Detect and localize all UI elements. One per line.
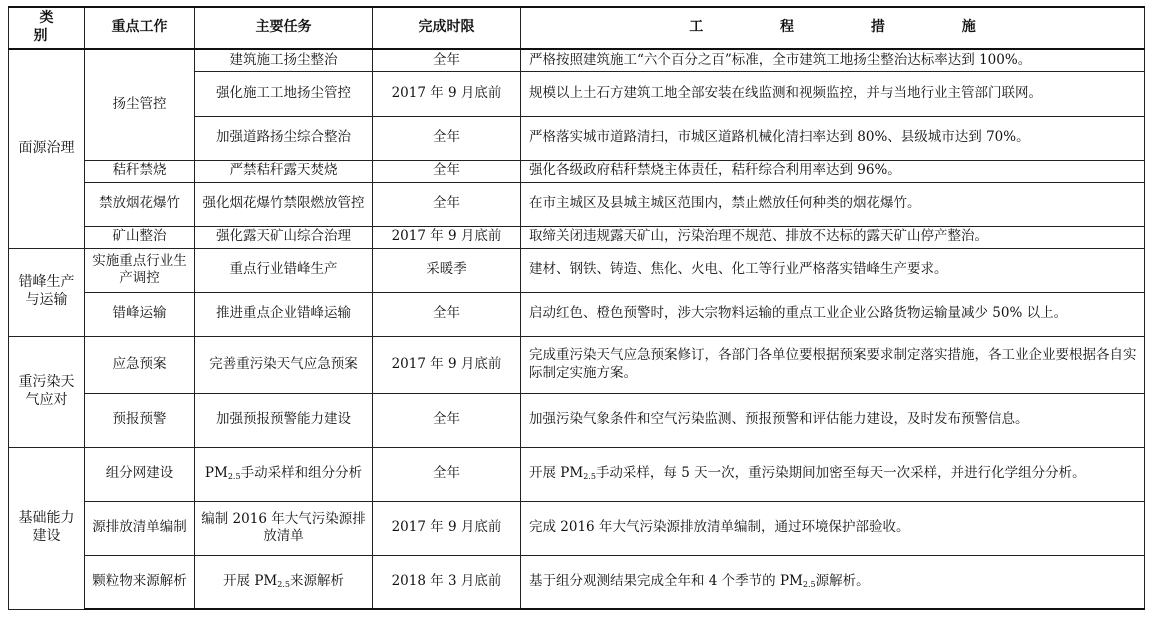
category-cell: 错峰生产与运输 xyxy=(9,248,85,336)
deadline-cell: 采暖季 xyxy=(373,248,521,292)
measure-text: 手动采样，每 5 天一次，重污染期间加密至每天一次采样，并进行化学组分分析。 xyxy=(595,465,1086,482)
task-cell: 加强预报预警能力建设 xyxy=(195,393,373,447)
deadline-cell: 全年 xyxy=(373,292,521,336)
deadline-cell: 2017 年 9 月底前 xyxy=(373,336,521,393)
measure-cell: 完成 2016 年大气污染源排放清单编制，通过环境保护部验收。 xyxy=(521,501,1145,555)
measure-cell: 规模以上土石方建筑工地全部安装在线监测和视频监控，并与当地行业主管部门联网。 xyxy=(521,71,1145,116)
task-cell: 加强道路扬尘综合整治 xyxy=(195,116,373,160)
task-cell: 强化露天矿山综合治理 xyxy=(195,226,373,248)
deadline-cell: 2017 年 9 月底前 xyxy=(373,71,521,116)
deadline-cell: 全年 xyxy=(373,116,521,160)
deadline-cell: 2017 年 9 月底前 xyxy=(373,226,521,248)
task-subscript: 2.5 xyxy=(227,472,241,482)
header-measures: 工 程 措 施 xyxy=(521,7,1145,49)
task-cell: 建筑施工扬尘整治 xyxy=(195,49,373,71)
measure-cell xyxy=(521,555,1145,609)
table-row xyxy=(9,182,1145,226)
pollution-control-table xyxy=(8,6,1145,610)
measure-cell: 强化各级政府秸秆禁烧主体责任，秸秆综合利用率达到 96%。 xyxy=(521,160,1145,182)
measure-cell: 启动红色、橙色预警时，涉大宗物料运输的重点工业企业公路货物运输量减少 50% 以上。 xyxy=(521,292,1145,336)
deadline-cell: 全年 xyxy=(373,447,521,501)
key-work-cell: 扬尘管控 xyxy=(85,49,195,160)
key-work-cell: 禁放烟花爆竹 xyxy=(85,182,195,226)
task-cell: 强化烟花爆竹禁限燃放管控 xyxy=(195,182,373,226)
key-work-cell: 秸秆禁烧 xyxy=(85,160,195,182)
table-row xyxy=(9,248,1145,292)
task-text: 开展 PM xyxy=(223,573,278,590)
task-cell: 强化施工工地扬尘管控 xyxy=(195,71,373,116)
task-cell: 完善重污染天气应急预案 xyxy=(195,336,373,393)
category-cell: 重污染天气应对 xyxy=(9,336,85,447)
header-row xyxy=(9,7,1145,49)
measure-cell: 完成重污染天气应急预案修订，各部门各单位要根据预案要求制定落实措施，各工业企业要根据各自实际制定实施方案。 xyxy=(521,336,1145,393)
plan-table-container xyxy=(8,6,1145,610)
deadline-cell: 全年 xyxy=(373,160,521,182)
key-work-cell: 矿山整治 xyxy=(85,226,195,248)
task-subscript: 2.5 xyxy=(277,580,290,590)
category-cell: 基础能力建设 xyxy=(9,447,85,609)
key-work-cell: 应急预案 xyxy=(85,336,195,393)
table-row xyxy=(9,49,1145,71)
measure-text: 开展 PM xyxy=(529,465,584,482)
header-deadline: 完成时限 xyxy=(373,7,521,49)
task-text: 来源解析 xyxy=(289,573,344,590)
measure-text: 基于组分观测结果完成全年和 4 个季节的 PM xyxy=(529,573,803,590)
table-row xyxy=(9,226,1145,248)
measure-cell: 严格按照建筑施工“六个百分之百”标准，全市建筑工地扬尘整治达标率达到 100%。 xyxy=(521,49,1145,71)
task-text: PM xyxy=(204,465,228,482)
task-cell xyxy=(195,555,373,609)
table-row xyxy=(9,160,1145,182)
task-cell: 编制 2016 年大气污染源排放清单 xyxy=(195,501,373,555)
deadline-cell: 全年 xyxy=(373,393,521,447)
measure-cell: 取缔关闭违规露天矿山，污染治理不规范、排放不达标的露天矿山停产整治。 xyxy=(521,226,1145,248)
category-cell: 面源治理 xyxy=(9,49,85,248)
key-work-cell: 源排放清单编制 xyxy=(85,501,195,555)
deadline-cell: 全年 xyxy=(373,49,521,71)
deadline-cell: 2018 年 3 月底前 xyxy=(373,555,521,609)
table-row xyxy=(9,393,1145,447)
header-category: 类 别 xyxy=(9,7,85,49)
task-cell: 重点行业错峰生产 xyxy=(195,248,373,292)
measure-cell: 在市主城区及县城主城区范围内，禁止燃放任何种类的烟花爆竹。 xyxy=(521,182,1145,226)
table-row xyxy=(9,555,1145,609)
header-key-work: 重点工作 xyxy=(85,7,195,49)
task-cell xyxy=(195,447,373,501)
measure-subscript: 2.5 xyxy=(583,472,596,482)
measure-text: 源解析。 xyxy=(815,573,870,590)
task-text: 手动采样和组分分析 xyxy=(240,465,363,482)
deadline-cell: 全年 xyxy=(373,182,521,226)
table-row xyxy=(9,292,1145,336)
table-row xyxy=(9,447,1145,501)
task-cell: 严禁秸秆露天焚烧 xyxy=(195,160,373,182)
measure-cell xyxy=(521,447,1145,501)
measure-cell: 建材、钢铁、铸造、焦化、火电、化工等行业严格落实错峰生产要求。 xyxy=(521,248,1145,292)
task-cell: 推进重点企业错峰运输 xyxy=(195,292,373,336)
key-work-cell: 错峰运输 xyxy=(85,292,195,336)
header-main-task: 主要任务 xyxy=(195,7,373,49)
measure-cell: 严格落实城市道路清扫，市城区道路机械化清扫率达到 80%、县级城市达到 70%。 xyxy=(521,116,1145,160)
deadline-cell: 2017 年 9 月底前 xyxy=(373,501,521,555)
key-work-cell: 预报预警 xyxy=(85,393,195,447)
measure-subscript: 2.5 xyxy=(802,580,816,590)
table-row xyxy=(9,336,1145,393)
key-work-cell: 组分网建设 xyxy=(85,447,195,501)
key-work-cell: 颗粒物来源解析 xyxy=(85,555,195,609)
measure-cell: 加强污染气象条件和空气污染监测、预报预警和评估能力建设，及时发布预警信息。 xyxy=(521,393,1145,447)
table-row xyxy=(9,501,1145,555)
key-work-cell: 实施重点行业生产调控 xyxy=(85,248,195,292)
